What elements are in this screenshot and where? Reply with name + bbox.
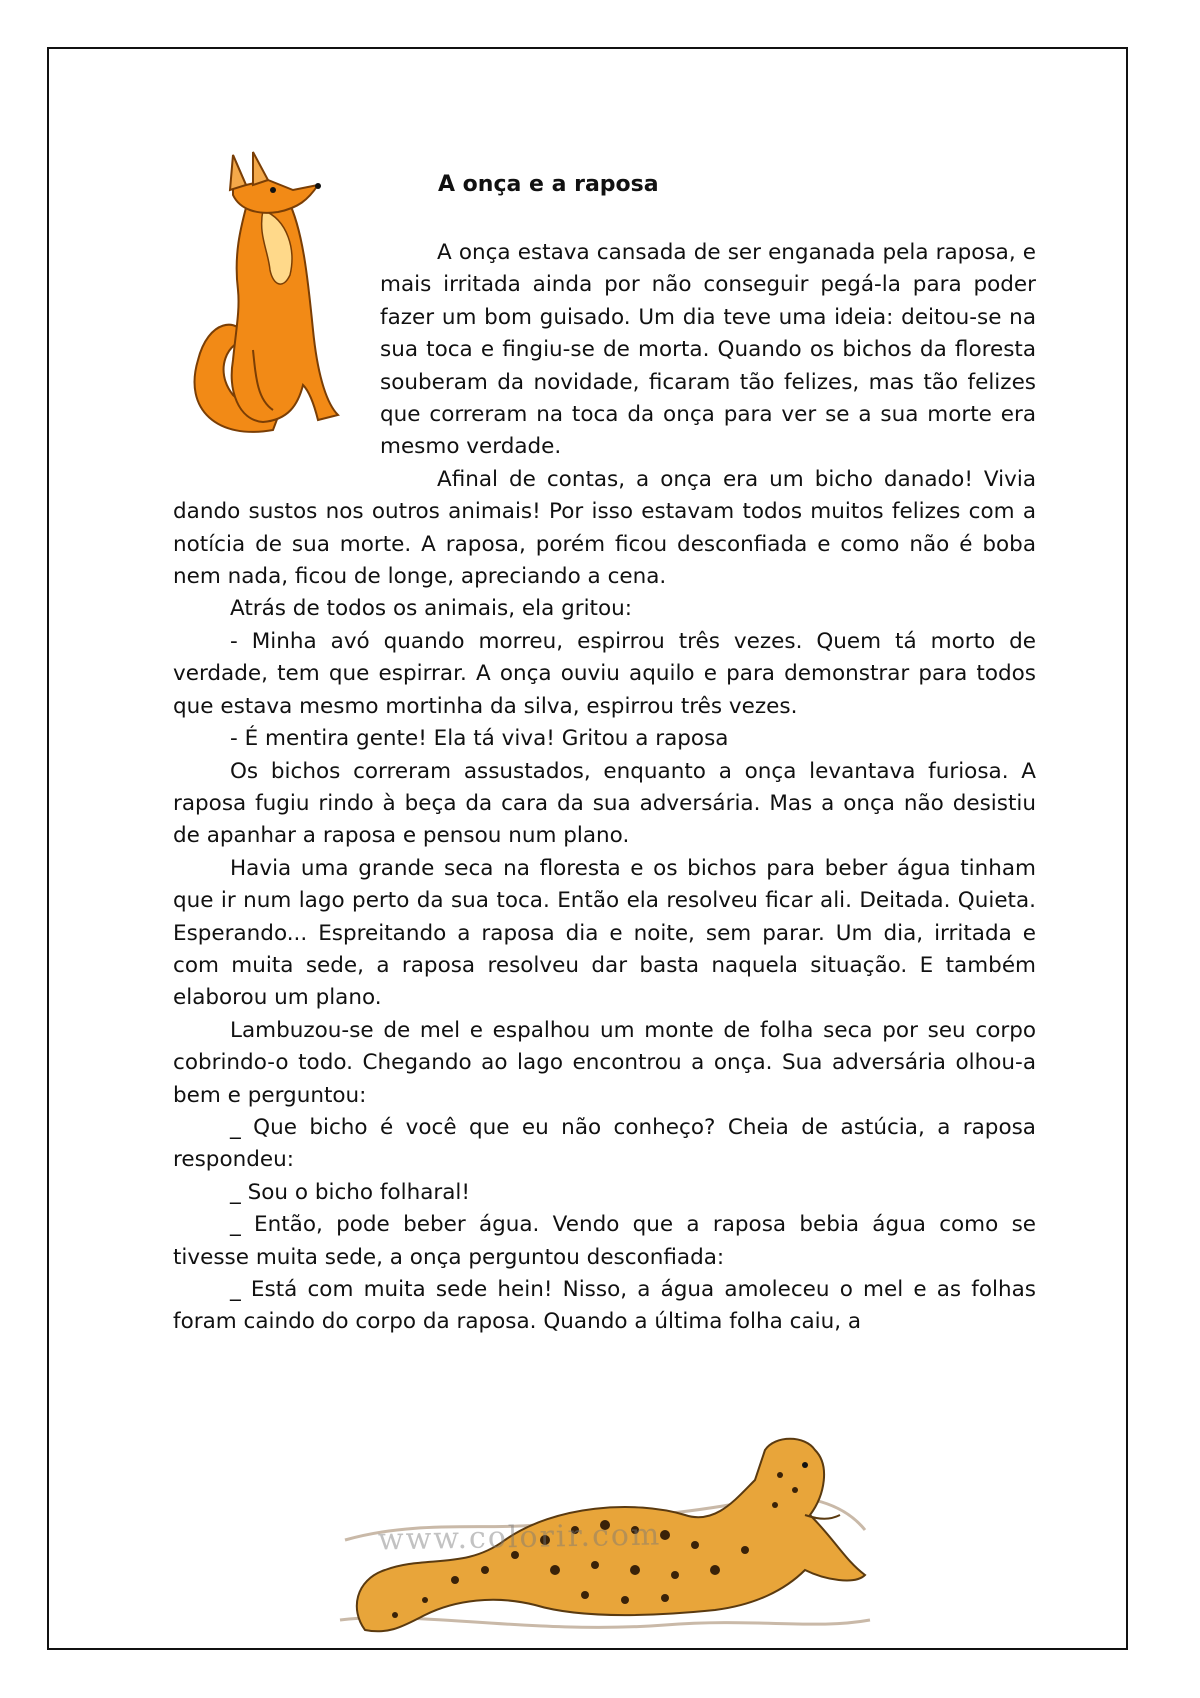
paragraph: Atrás de todos os animais, ela gritou:: [230, 596, 632, 622]
paragraph: Lambuzou-se de mel e espalhou um monte de folha seca por seu corpo cobrindo-o todo. Chegando ao lago encontrou a onça. Sua adversária olhou-a bem e perguntou:: [173, 1017, 1036, 1108]
paragraph-text: A onça estava cansada de ser enganada pela raposa, e mais irritada ainda por não conseguir pegá-la para poder fazer um bom guisado. Um dia teve uma ideia: deitou-se na sua toca e fingiu-se de morta. Quando os bichos da floresta souberam da novidade, ficaram tão felizes, mas tão felizes que correram na toca da onça para ver se a sua morte era mesmo verdade.: [380, 240, 1036, 460]
story-body: [173, 237, 1036, 1339]
illustration-wrap-space: [173, 237, 380, 489]
paragraph: Os bichos correram assustados, enquanto a onça levantava furiosa. A raposa fugiu rindo à beça da cara da sua adversária. Mas a onça não desistiu de apanhar a raposa e pensou num plano.: [173, 758, 1036, 849]
watermark: www.colorir.com: [377, 1517, 662, 1558]
paragraph: _ Sou o bicho folharal!: [230, 1179, 470, 1205]
paragraph: - É mentira gente! Ela tá viva! Gritou a raposa: [230, 726, 729, 752]
paragraph: Havia uma grande seca na floresta e os bichos para beber água tinham que ir num lago perto da sua toca. Então ela resolveu ficar ali. Deitada. Quieta. Esperando... Espreitando a raposa dia e noite, sem parar. Um dia, irritada e com muita sede, a raposa resolveu dar basta naquela situação. E também elaborou um plano.: [173, 855, 1036, 1011]
paragraph: - Minha avó quando morreu, espirrou três vezes. Quem tá morto de verdade, tem que espirrar. A onça ouviu aquilo e para demonstrar para todos que estava mesmo mortinha da silva, espirrou três vezes.: [173, 628, 1036, 719]
story-title: A onça e a raposa: [438, 172, 659, 197]
paragraph: _ Que bicho é você que eu não conheço? Cheia de astúcia, a raposa respondeu:: [173, 1114, 1036, 1173]
paragraph: _ Então, pode beber água. Vendo que a raposa bebia água como se tivesse muita sede, a onça perguntou desconfiada:: [173, 1212, 1036, 1270]
paragraph: _ Está com muita sede hein! Nisso, a água amoleceu o mel e as folhas foram caindo do corpo da raposa. Quando a última folha caiu, a: [173, 1277, 1036, 1335]
paragraph: Afinal de contas, a onça era um bicho danado! Vivia dando sustos nos outros animais! Por isso estavam todos muitos felizes com a notícia de sua morte. A raposa, porém ficou desconfiada e como não é boba nem nada, ficou de longe, apreciando a cena.: [173, 466, 1036, 590]
